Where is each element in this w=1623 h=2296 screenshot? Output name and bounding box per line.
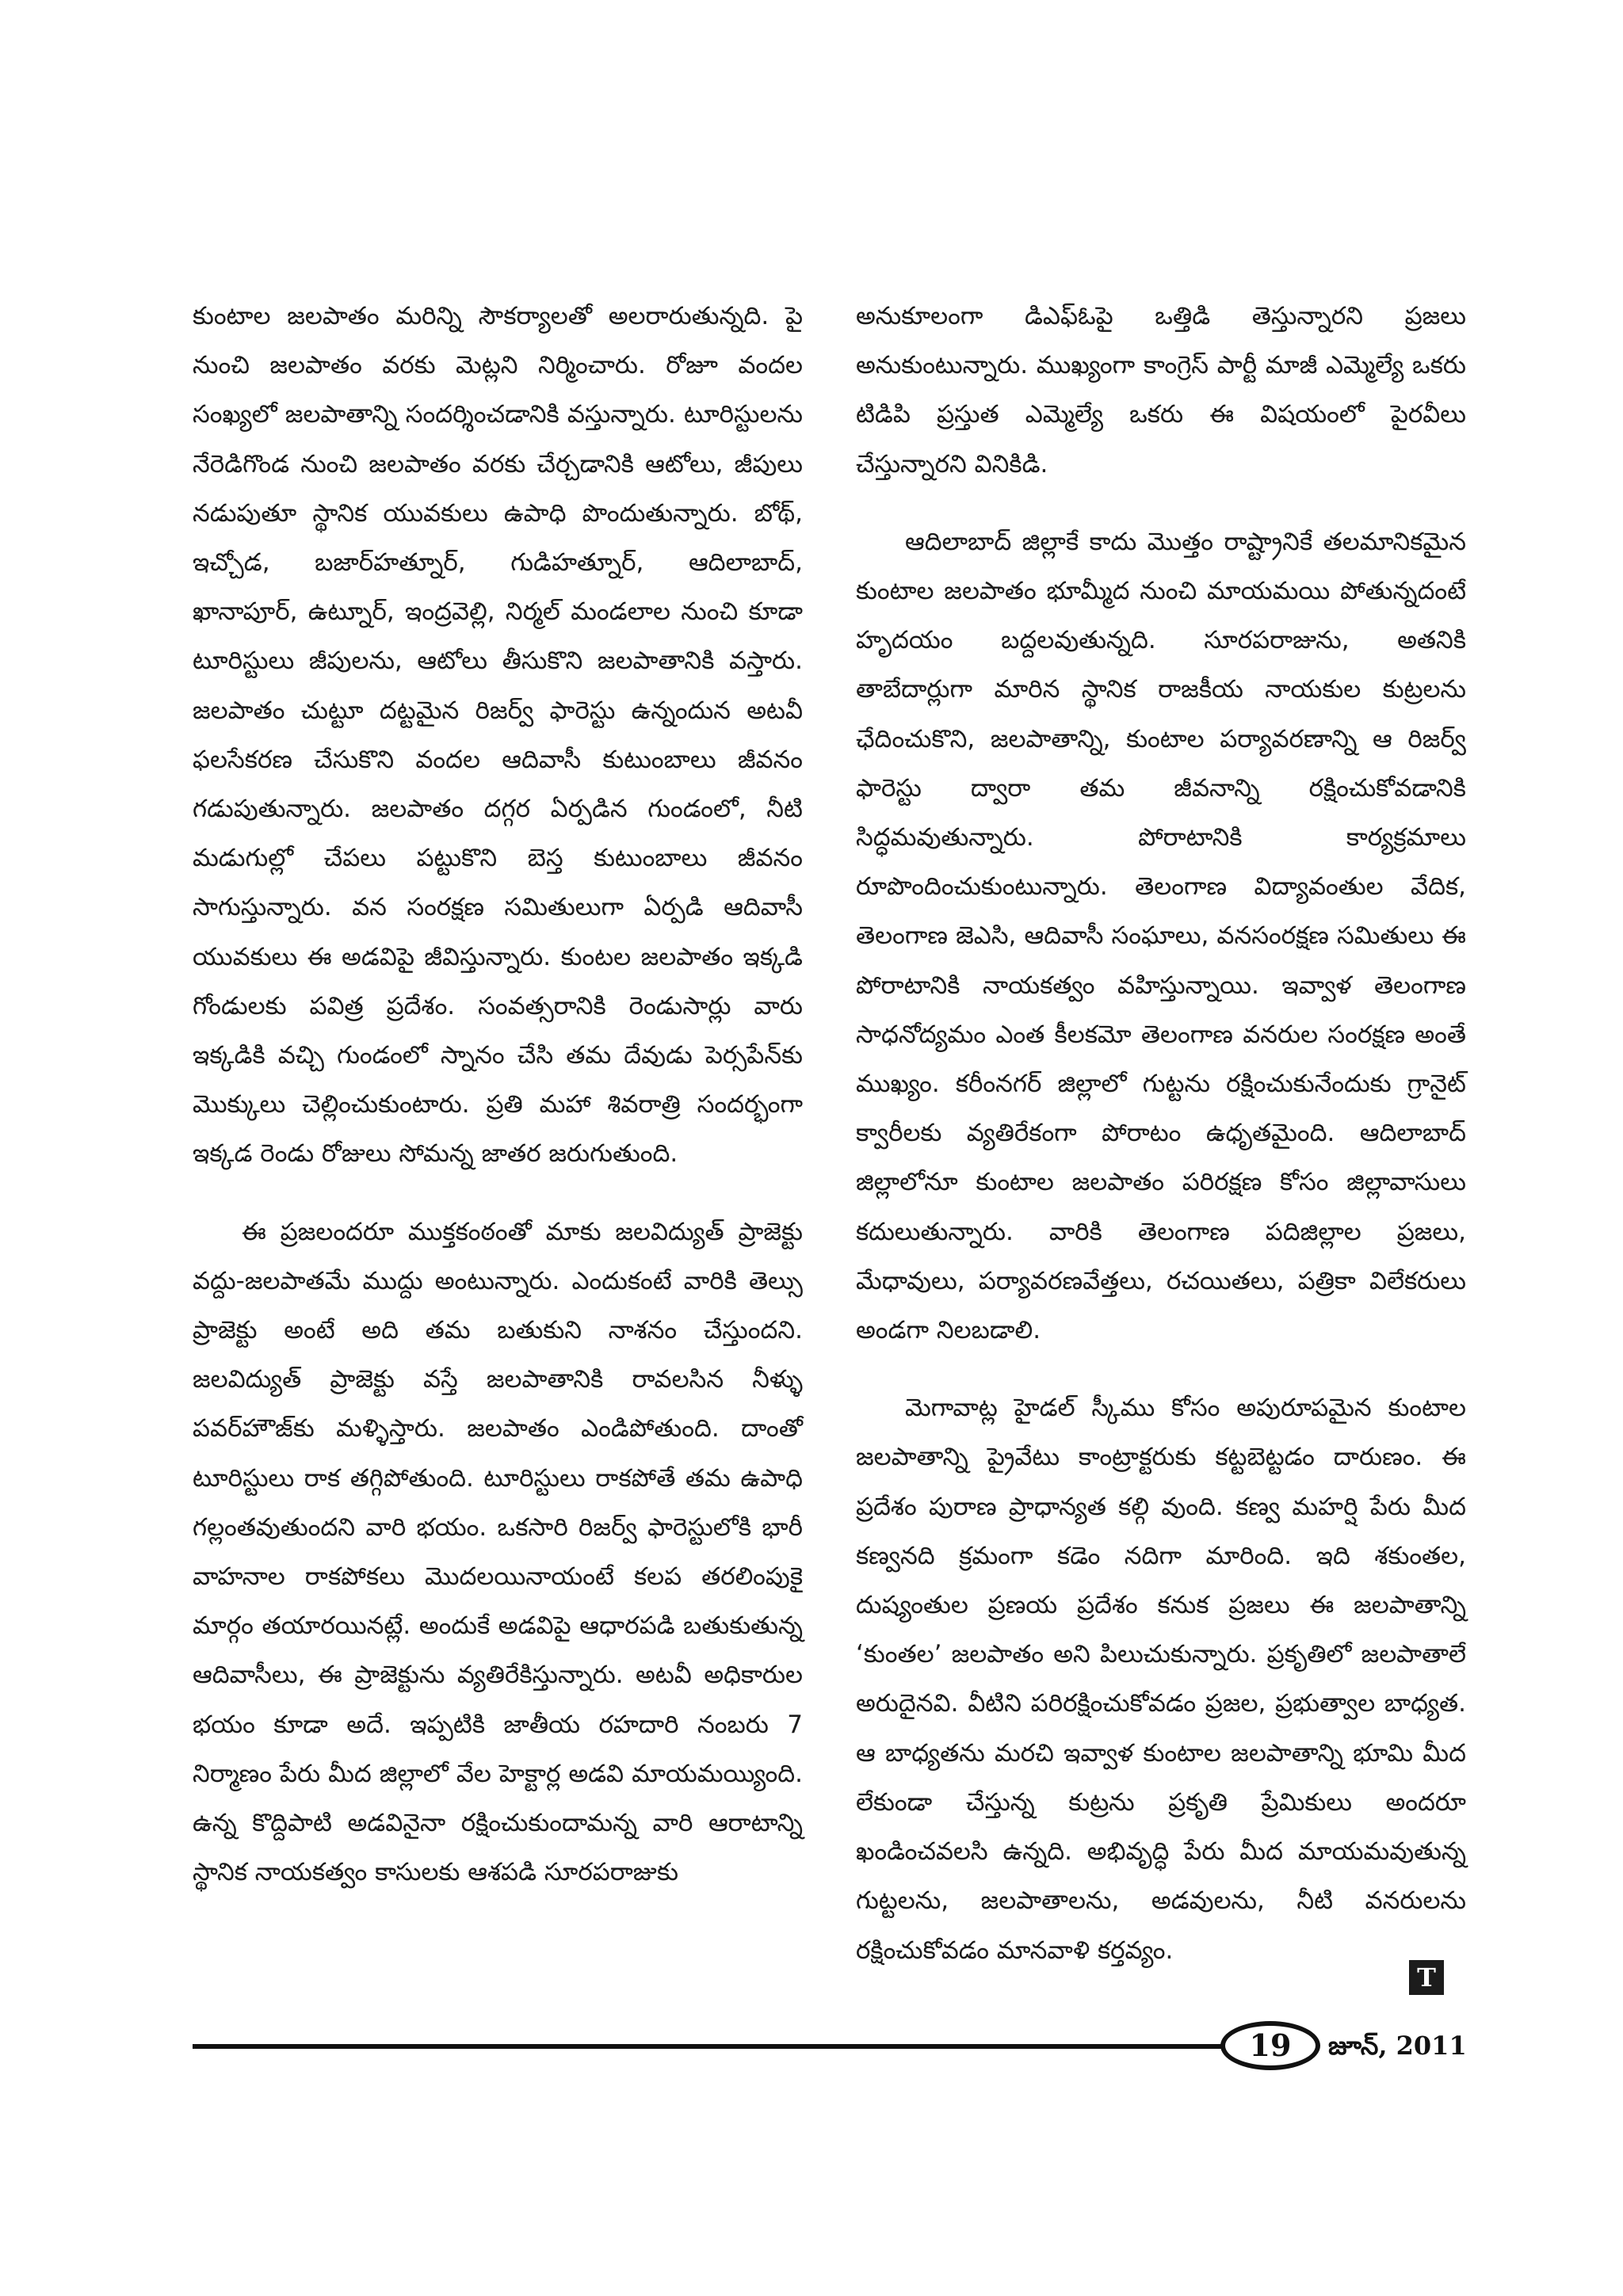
paragraph: అనుకూలంగా డిఎఫ్‌ఓపై ఒత్తిడి తెస్తున్నారని ప్రజలు అనుకుంటున్నారు. ముఖ్యంగా కాంగ్రెస్ పార్టీ మాజీ ఎమ్మెల్యే ఒకరు టిడిపి ప్రస్తుత ఎమ్మెల్యే ఒకరు ఈ విషయంలో పైరవీలు చేస్తున్నారని వినికిడి. [856,302,1466,479]
paragraph: కుంటాల జలపాతం మరిన్ని సౌకర్యాలతో అలరారుతున్నది. పై నుంచి జలపాతం వరకు మెట్లని నిర్మించారు. రోజూ వందల సంఖ్యలో జలపాతాన్ని సందర్శించడానికి వస్తున్నారు. టూరిస్టులను నేరెడిగొండ నుంచి జలపాతం వరకు చేర్చడానికి ఆటోలు, జీపులు నడుపుతూ స్థానిక యువకులు ఉపాధి పొందుతున్నారు. బోథ్, ఇచ్చోడ, బజార్‌హత్నూర్, గుడిహత్నూర్, ఆదిలాబాద్, ఖానాపూర్, ఉట్నూర్, ఇంద్రవెల్లి, నిర్మల్ మండలాల నుంచి కూడా టూరిస్టులు జీపులను, ఆటోలు తీసుకొని జలపాతానికి వస్తారు. జలపాతం చుట్టూ దట్టమైన రిజర్వ్ ఫారెస్టు ఉన్నందున అటవీ ఫలసేకరణ చేసుకొని వందల ఆదివాసీ కుటుంబాలు జీవనం గడుపుతున్నారు. జలపాతం దగ్గర ఏర్పడిన గుండంలో, నీటి మడుగుల్లో చేపలు పట్టుకొని బెస్త కుటుంబాలు జీవనం సాగుస్తున్నారు. వన సంరక్షణ సమితులుగా ఏర్పడి ఆదివాసీ యువకులు ఈ అడవిపై జీవిస్తున్నారు. కుంటల జలపాతం ఇక్కడి గోండులకు పవిత్ర ప్రదేశం. సంవత్సరానికి రెండుసార్లు వారు ఇక్కడికి వచ్చి గుండంలో స్నానం చేసి తమ దేవుడు పెర్సపేన్‌కు మొక్కులు చెల్లించుకుంటారు. ప్రతి మహా శివరాత్రి సందర్భంగా ఇక్కడ రెండు రోజులు సోమన్న జాతర జరుగుతుంది. [193,302,804,1169]
right-column [856,292,1466,1975]
issue-date: జూన్, 2011 [1328,2031,1467,2061]
paragraph: ఆదిలాబాద్ జిల్లాకే కాదు మొత్తం రాష్ట్రానికే తలమానికమైన కుంటాల జలపాతం భూమ్మీద నుంచి మాయమయి పోతున్నదంటే హృదయం బద్దలవుతున్నది. సూరపరాజును, అతనికి తాబేదార్లుగా మారిన స్థానిక రాజకీయ నాయకుల కుట్రలను ఛేదించుకొని, జలపాతాన్ని, కుంటాల పర్యావరణాన్ని ఆ రిజర్వ్ ఫారెస్టు ద్వారా తమ జీవనాన్ని రక్షించుకోవడానికి సిద్ధమవుతున్నారు. పోరాటానికి కార్యక్రమాలు రూపొందించుకుంటున్నారు. తెలంగాణ విద్యావంతుల వేదిక, తెలంగాణ జెఎసి, ఆదివాసీ సంఘాలు, వనసంరక్షణ సమితులు ఈ పోరాటానికి నాయకత్వం వహిస్తున్నాయి. ఇవ్వాళ తెలంగాణ సాధనోద్యమం ఎంత కీలకమో తెలంగాణ వనరుల సంరక్షణ అంతే ముఖ్యం. కరీంనగర్ జిల్లాలో గుట్టను రక్షించుకునేందుకు గ్రానైట్ క్వారీలకు వ్యతిరేకంగా పోరాటం ఉధృతమైంది. ఆదిలాబాద్ జిల్లాలోనూ కుంటాల జలపాతం పరిరక్షణ కోసం జిల్లావాసులు కదులుతున్నారు. వారికి తెలంగాణ పదిజిల్లాల ప్రజలు, మేధావులు, పర్యావరణవేత్తలు, రచయితలు, పత్రికా విలేకరులు అండగా నిలబడాలి. [856,527,1466,1345]
left-column [193,292,803,1897]
paragraph: ఈ ప్రజలందరూ ముక్తకంఠంతో మాకు జలవిద్యుత్ ప్రాజెక్టు వద్దు-జలపాతమే ముద్దు అంటున్నారు. ఎందుకంటే వారికి తెల్సు ప్రాజెక్టు అంటే అది తమ బతుకుని నాశనం చేస్తుందని. జలవిద్యుత్ ప్రాజెక్టు వస్తే జలపాతానికి రావలసిన నీళ్ళు పవర్‌హౌజ్‌కు మళ్ళిస్తారు. జలపాతం ఎండిపోతుంది. దాంతో టూరిస్టులు రాక తగ్గిపోతుంది. టూరిస్టులు రాకపోతే తమ ఉపాధి గల్లంతవుతుందని వారి భయం. ఒకసారి రిజర్వ్ ఫారెస్టులోకి భారీ వాహనాల రాకపోకలు మొదలయినాయంటే కలప తరలింపుకై మార్గం తయారయినట్లే. అందుకే అడవిపై ఆధారపడి బతుకుతున్న ఆదివాసీలు, ఈ ప్రాజెక్టును వ్యతిరేకిస్తున్నారు. అటవీ అధికారుల భయం కూడా అదే. ఇప్పటికి జాతీయ రహదారి నంబరు 7 నిర్మాణం పేరు మీద జిల్లాలో వేల హెక్టార్ల అడవి మాయమయ్యింది. ఉన్న కొద్దిపాటి అడవినైనా రక్షించుకుందామన్న వారి ఆరాటాన్ని స్థానిక నాయకత్వం కాసులకు ఆశపడి సూరపరాజుకు [193,1217,803,1887]
article-end-mark: T [1409,1960,1444,1995]
footer-rule [193,2044,1223,2049]
paragraph: మెగావాట్ల హైడల్ స్కీము కోసం అపురూపమైన కుంటాల జలపాతాన్ని ప్రైవేటు కాంట్రాక్టరుకు కట్టబెట్టడం దారుణం. ఈ ప్రదేశం పురాణ ప్రాధాన్యత కల్గి వుంది. కణ్వ మహర్షి పేరు మీద కణ్వనది క్రమంగా కడెం నదిగా మారింది. ఇది శకుంతల, దుష్యంతుల ప్రణయ ప్రదేశం కనుక ప్రజలు ఈ జలపాతాన్ని ‘కుంతల’ జలపాతం అని పిలుచుకున్నారు. ప్రకృతిలో జలపాతాలే అరుదైనవి. వీటిని పరిరక్షించుకోవడం ప్రజల, ప్రభుత్వాల బాధ్యత. ఆ బాధ్యతను మరచి ఇవ్వాళ కుంటాల జలపాతాన్ని భూమి మీద లేకుండా చేస్తున్న కుట్రను ప్రకృతి ప్రేమికులు అందరూ ఖండించవలసి ఉన్నది. అభివృద్ధి పేరు మీద మాయమవుతున్న గుట్టలను, జలపాతాలను, అడవులను, నీటి వనరులను రక్షించుకోవడం మానవాళి కర్తవ్యం. [856,1394,1466,1965]
page-number: 19 [1220,2021,1320,2070]
